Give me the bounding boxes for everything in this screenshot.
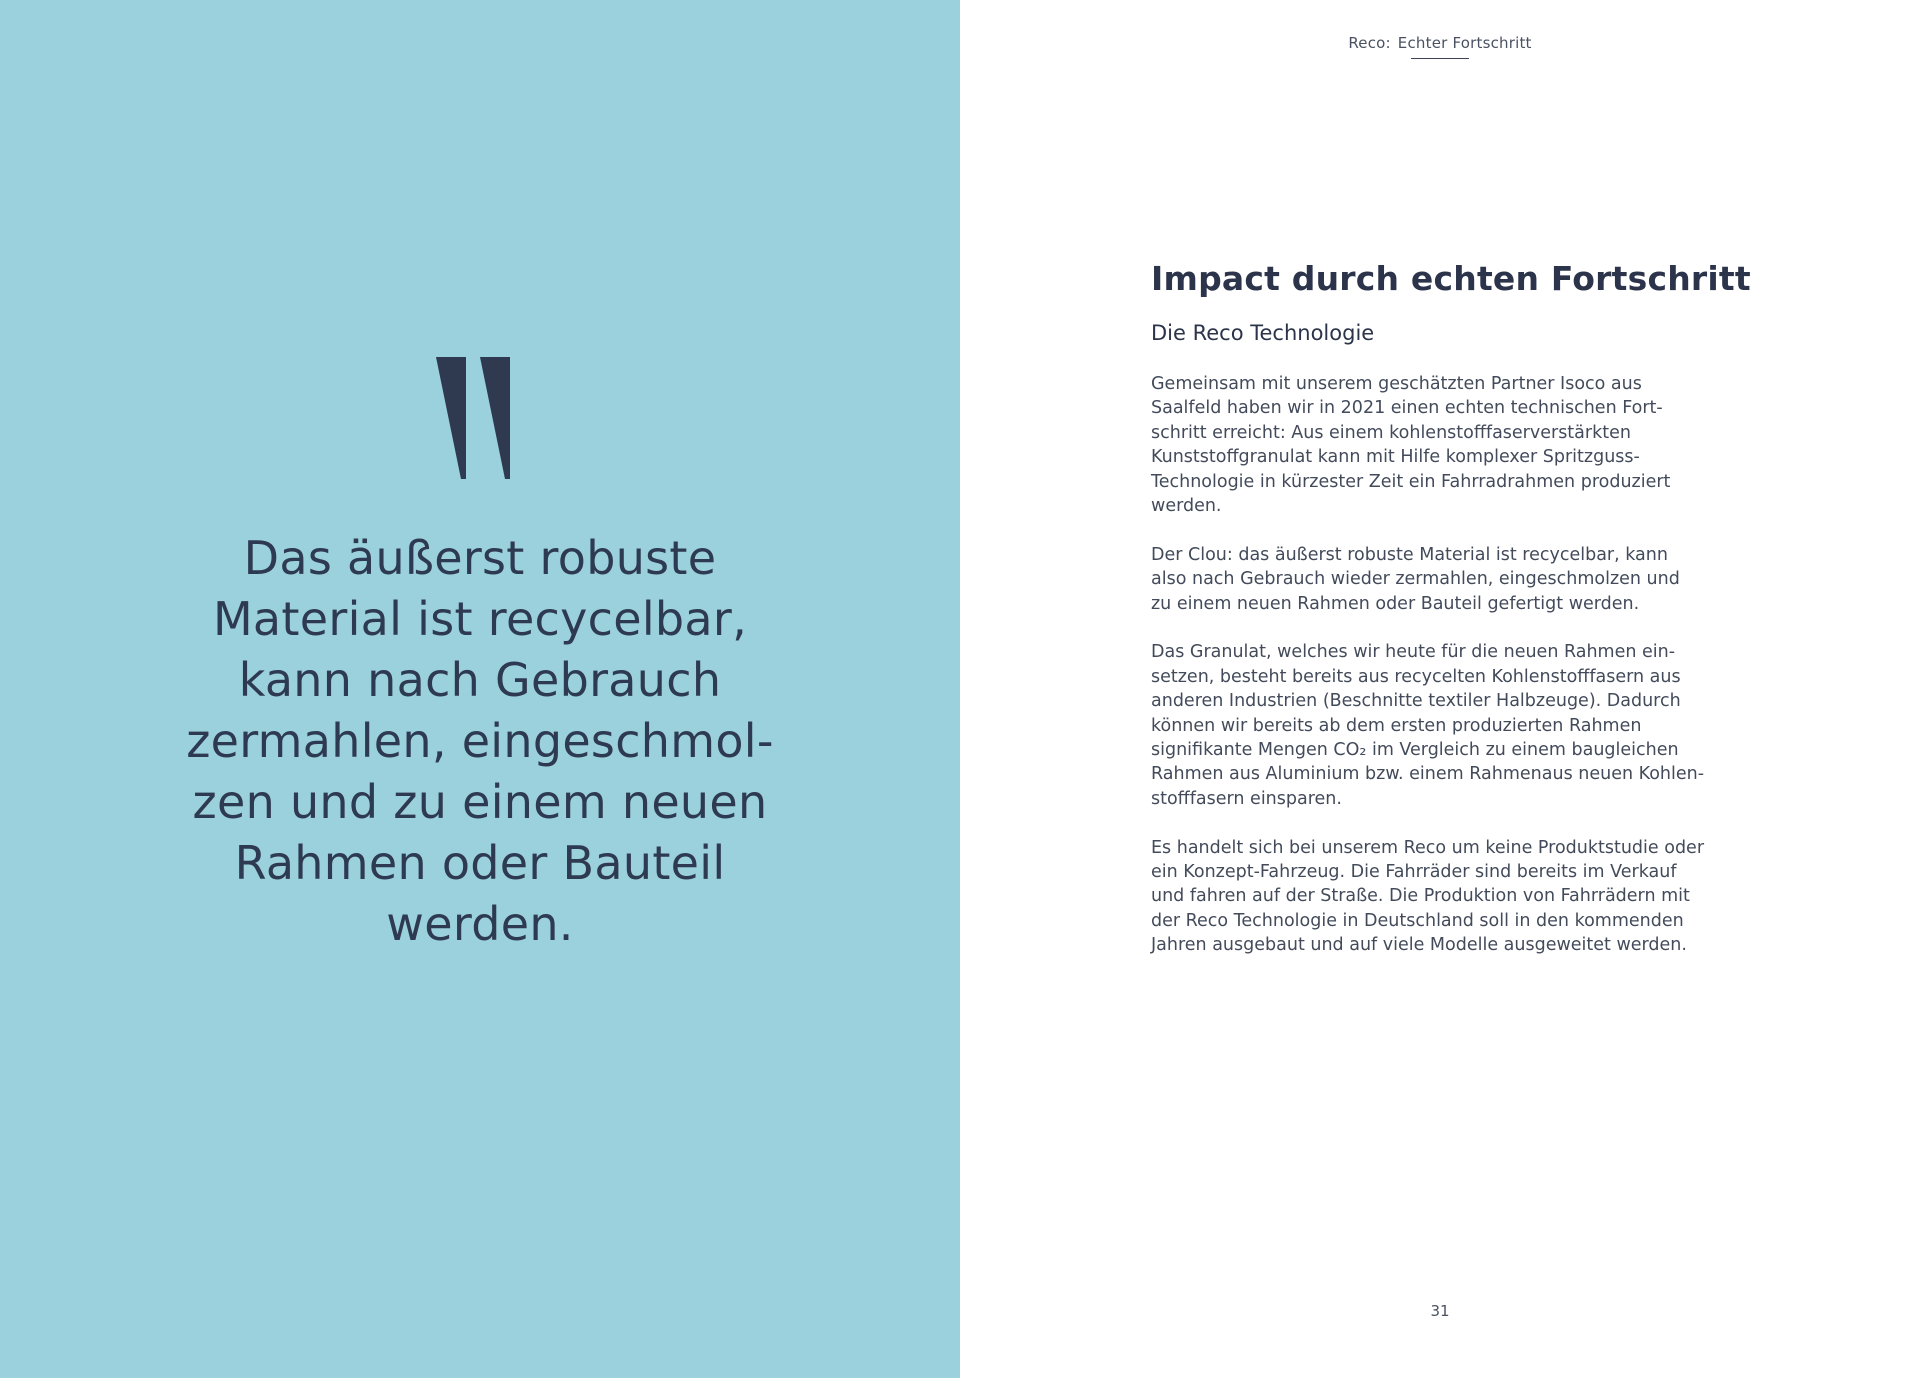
pull-quote-line: kann nach Gebrauch	[238, 653, 722, 707]
right-page	[960, 0, 1920, 1378]
pull-quote-line: zermahlen, eingeschmol-	[186, 714, 774, 768]
body-line: anderen Industrien (Beschnitte textiler Halbzeuge). Dadurch	[1151, 691, 1681, 712]
body-line: zu einem neuen Rahmen oder Bauteil gefertigt werden.	[1151, 593, 1640, 614]
body-line: stofffasern einsparen.	[1151, 788, 1342, 809]
pull-quote-line: Das äußerst robuste	[243, 531, 717, 585]
body-line: Kunststoffgranulat kann mit Hilfe komplexer Spritzguss-	[1151, 447, 1640, 468]
body-line: Technologie in kürzester Zeit ein Fahrradrahmen produziert	[1151, 471, 1671, 492]
double-quote-mark-icon	[436, 357, 510, 479]
page-number: 31	[1430, 1302, 1450, 1320]
body-line: schritt erreicht: Aus einem kohlenstofffaserverstärkten	[1151, 422, 1631, 443]
body-paragraph	[1151, 372, 1791, 518]
body-line: ein Konzept-Fahrzeug. Die Fahrräder sind bereits im Verkauf	[1151, 862, 1677, 883]
pull-quote-line: Material ist recycelbar,	[212, 592, 748, 646]
body-line: Das Granulat, welches wir heute für die neuen Rahmen ein-	[1151, 642, 1676, 663]
running-header	[960, 34, 1920, 52]
body-paragraph	[1151, 836, 1791, 958]
body-line: der Reco Technologie in Deutschland soll in den kommenden	[1151, 910, 1684, 931]
body-line: signifikante Mengen CO₂ im Vergleich zu einem baugleichen	[1151, 740, 1679, 761]
body-line: Es handelt sich bei unserem Reco um keine Produktstudie oder	[1151, 837, 1705, 858]
body-line: Rahmen aus Aluminium bzw. einem Rahmenaus neuen Kohlen-	[1151, 764, 1705, 785]
running-header-brand: Reco:	[1348, 34, 1391, 52]
pull-quote-line: zen und zu einem neuen	[192, 775, 768, 829]
subheadline: Die Reco Technologie	[1151, 321, 1375, 345]
pull-quote-line: Rahmen oder Bauteil	[234, 836, 726, 890]
pull-quote-line: werden.	[386, 897, 574, 951]
headline: Impact durch echten Fortschritt	[1151, 259, 1751, 298]
body-line: werden.	[1151, 496, 1222, 517]
body-line: Saalfeld haben wir in 2021 einen echten technischen Fort-	[1151, 398, 1663, 419]
body-line: Jahren ausgebaut und auf viele Modelle ausgeweitet werden.	[1151, 935, 1687, 956]
body-line: können wir bereits ab dem ersten produzierten Rahmen	[1151, 715, 1642, 736]
running-header-section: Echter Fortschritt	[1397, 34, 1532, 52]
body-line: Gemeinsam mit unserem geschätzten Partner Isoco aus	[1151, 374, 1642, 394]
body-line: setzen, besteht bereits aus recycelten Kohlenstofffasern aus	[1151, 666, 1681, 687]
pull-quote	[120, 528, 840, 955]
body-paragraph	[1151, 543, 1791, 616]
body-line: also nach Gebrauch wieder zermahlen, eingeschmolzen und	[1151, 569, 1680, 590]
body-line: Der Clou: das äußerst robuste Material ist recycelbar, kann	[1151, 544, 1668, 565]
body-line: und fahren auf der Straße. Die Produktion von Fahrrädern mit	[1151, 886, 1690, 907]
header-underline	[1411, 58, 1469, 59]
body-paragraph	[1151, 640, 1791, 811]
body-text	[1151, 372, 1791, 982]
